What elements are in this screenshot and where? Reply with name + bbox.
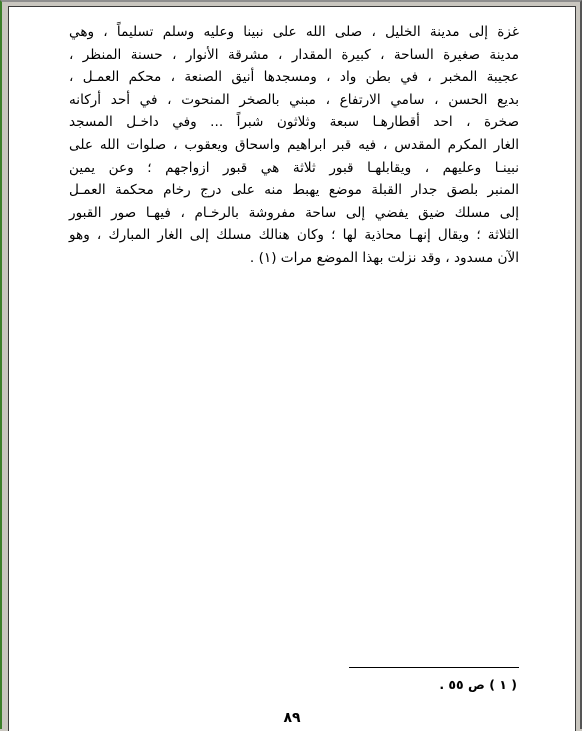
text-line: عجيبة المخبر ، في بطن واد ، ومسجدها أنيق الصنعة ، محكم العمـل ، — [69, 69, 519, 86]
text-line: الثلاثة ؛ ويقال إنهـا محاذية لها ؛ وكان هنالك مسلك إلى الغار المبارك ، وهو — [69, 227, 519, 244]
text-line: مدينة صغيرة الساحة ، كبيرة المقدار ، مشرقة الأنوار ، حسنة المنظر ، — [69, 46, 519, 63]
text-line: الآن مسدود ، وقد نزلت بهذا الموضع مرات (١) . — [249, 249, 519, 266]
text-line: غزة إلى مدينة الخليل ، صلى الله على نبينا وعليه وسلم تسليماً ، وهي — [69, 24, 519, 40]
text-line: الغار المكرم المقدس ، فيه قبر ابراهيم واسحاق ويعقوب ، صلوات الله على — [69, 136, 519, 153]
text-line: نبينـا وعليهم ، ويقابلهـا قبور ثلاثة هي قبور ازواجهم ؛ وعن يمين — [69, 159, 519, 176]
footnote: ( ١ ) ص ٥٥ . — [439, 677, 517, 692]
footnote-divider — [349, 667, 519, 668]
text-line: صخرة ، احد أقطارهـا سبعة وثلاثون شبراً ... وفي داخـل المسجد — [69, 114, 519, 131]
text-line: المنبر بلصق جدار القبلة موضع يهبط منه على درج رخام محكمة العمـل — [69, 182, 519, 199]
page-number: ٨٩ — [283, 710, 301, 726]
text-line: إلى مسلك ضيق يفضي إلى ساحة مفروشة بالرخـام ، فيهـا صور القبور — [69, 204, 519, 221]
document-page — [8, 6, 576, 731]
text-line: بديع الحسن ، سامي الارتفاع ، مبني بالصخر المنحوت ، في أحد أركانه — [69, 91, 519, 108]
body-text — [69, 21, 519, 270]
